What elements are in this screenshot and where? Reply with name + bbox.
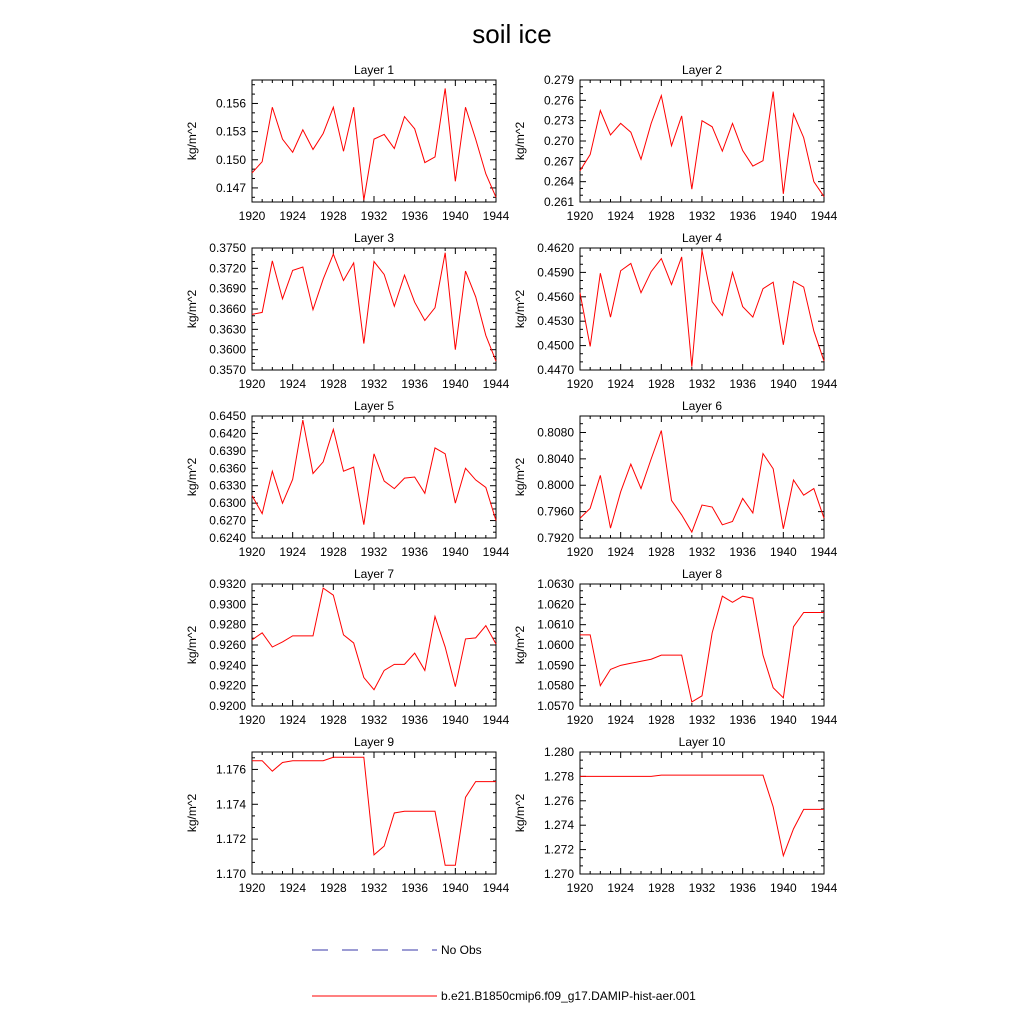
x-tick-label: 1936 xyxy=(401,377,429,391)
x-tick-label: 1924 xyxy=(607,209,635,223)
y-tick-label: 0.7920 xyxy=(537,531,574,545)
x-tick-label: 1936 xyxy=(729,377,757,391)
y-tick-label: 0.3600 xyxy=(209,342,246,357)
y-tick-label: 1.0630 xyxy=(537,577,574,591)
x-tick-label: 1944 xyxy=(810,545,838,559)
y-tick-label: 0.3570 xyxy=(209,363,246,377)
panel-layer-7 xyxy=(185,567,510,727)
x-tick-label: 1944 xyxy=(810,881,838,895)
x-tick-label: 1920 xyxy=(566,713,594,727)
x-tick-label: 1928 xyxy=(319,209,347,223)
y-tick-label: 0.9200 xyxy=(209,699,246,713)
x-tick-label: 1944 xyxy=(482,713,510,727)
x-tick-label: 1936 xyxy=(729,881,757,895)
series-line xyxy=(252,420,496,525)
y-tick-label: 0.9240 xyxy=(209,658,246,673)
series-line xyxy=(252,757,496,865)
y-tick-label: 0.6240 xyxy=(209,531,246,545)
y-axis-label: kg/m^2 xyxy=(185,793,199,833)
x-tick-label: 1944 xyxy=(482,209,510,223)
x-tick-label: 1928 xyxy=(647,209,675,223)
x-tick-label: 1924 xyxy=(607,377,635,391)
panel-title: Layer 9 xyxy=(353,735,395,749)
y-tick-label: 1.0610 xyxy=(537,617,574,632)
y-tick-label: 1.172 xyxy=(215,832,246,847)
x-tick-label: 1936 xyxy=(401,881,429,895)
y-tick-label: 0.6300 xyxy=(209,496,246,511)
y-tick-label: 0.147 xyxy=(215,180,246,195)
x-tick-label: 1932 xyxy=(360,377,388,391)
x-tick-label: 1940 xyxy=(769,377,797,391)
series-line xyxy=(580,92,824,197)
x-tick-label: 1944 xyxy=(810,209,838,223)
y-tick-label: 0.8080 xyxy=(537,425,574,440)
panel-title: Layer 3 xyxy=(353,231,395,245)
x-tick-label: 1928 xyxy=(647,377,675,391)
y-tick-label: 0.3690 xyxy=(209,281,246,296)
figure-title: soil ice xyxy=(472,19,552,49)
y-axis-label: kg/m^2 xyxy=(513,793,527,833)
x-tick-label: 1924 xyxy=(279,713,307,727)
panel-layer-5 xyxy=(185,399,510,559)
series-line xyxy=(580,250,824,366)
x-tick-label: 1920 xyxy=(238,881,266,895)
y-tick-label: 0.279 xyxy=(543,73,574,87)
panel-title: Layer 6 xyxy=(681,399,723,413)
panel-layer-4 xyxy=(513,231,838,391)
y-tick-label: 0.261 xyxy=(543,195,574,209)
y-tick-label: 0.9260 xyxy=(209,638,246,652)
x-tick-label: 1932 xyxy=(360,881,388,895)
x-tick-label: 1940 xyxy=(441,713,469,727)
panel-title: Layer 2 xyxy=(681,63,723,77)
y-tick-label: 1.176 xyxy=(215,762,246,777)
panel-title: Layer 4 xyxy=(681,231,723,245)
y-tick-label: 0.9280 xyxy=(209,617,246,632)
y-tick-label: 1.170 xyxy=(215,867,246,881)
x-tick-label: 1924 xyxy=(607,545,635,559)
x-tick-label: 1920 xyxy=(566,209,594,223)
panel-title: Layer 10 xyxy=(678,735,726,749)
y-axis-label: kg/m^2 xyxy=(185,121,199,161)
plot-frame xyxy=(580,584,824,706)
y-tick-label: 0.270 xyxy=(543,134,574,148)
y-tick-label: 0.3630 xyxy=(209,322,246,337)
legend-label-model: b.e21.B1850cmip6.f09_g17.DAMIP-hist-aer.001 xyxy=(441,989,696,1003)
plot-frame xyxy=(580,752,824,874)
y-axis-label: kg/m^2 xyxy=(513,289,527,329)
y-tick-label: 0.8040 xyxy=(537,451,574,466)
y-tick-label: 0.156 xyxy=(215,96,246,111)
y-tick-label: 0.264 xyxy=(543,174,574,189)
x-tick-label: 1940 xyxy=(769,545,797,559)
series-line xyxy=(252,88,496,200)
panel-title: Layer 1 xyxy=(353,63,395,77)
y-tick-label: 0.6330 xyxy=(209,478,246,493)
x-tick-label: 1932 xyxy=(688,209,716,223)
x-tick-label: 1940 xyxy=(769,881,797,895)
x-tick-label: 1944 xyxy=(810,713,838,727)
x-tick-label: 1920 xyxy=(566,377,594,391)
y-axis-label: kg/m^2 xyxy=(185,625,199,665)
x-tick-label: 1924 xyxy=(279,545,307,559)
x-tick-label: 1932 xyxy=(688,713,716,727)
x-tick-label: 1936 xyxy=(729,545,757,559)
x-tick-label: 1944 xyxy=(482,881,510,895)
y-tick-label: 0.9320 xyxy=(209,577,246,591)
panel-title: Layer 7 xyxy=(353,567,395,581)
x-tick-label: 1928 xyxy=(647,713,675,727)
x-tick-label: 1920 xyxy=(238,209,266,223)
x-tick-label: 1932 xyxy=(360,209,388,223)
y-tick-label: 1.270 xyxy=(543,867,574,881)
y-tick-label: 1.278 xyxy=(543,769,574,784)
y-tick-label: 0.6390 xyxy=(209,443,246,458)
y-tick-label: 1.272 xyxy=(543,842,574,857)
x-tick-label: 1936 xyxy=(401,209,429,223)
x-tick-label: 1936 xyxy=(729,209,757,223)
y-tick-label: 0.4620 xyxy=(537,241,574,255)
x-tick-label: 1944 xyxy=(482,377,510,391)
x-tick-label: 1936 xyxy=(401,545,429,559)
panel-layer-3 xyxy=(185,231,510,391)
x-tick-label: 1940 xyxy=(441,377,469,391)
x-tick-label: 1920 xyxy=(238,713,266,727)
series-line xyxy=(252,588,496,690)
x-tick-label: 1924 xyxy=(607,881,635,895)
x-tick-label: 1920 xyxy=(238,545,266,559)
y-tick-label: 0.4500 xyxy=(537,338,574,353)
y-axis-label: kg/m^2 xyxy=(185,289,199,329)
y-tick-label: 0.3660 xyxy=(209,302,246,316)
y-axis-label: kg/m^2 xyxy=(513,457,527,497)
x-tick-label: 1944 xyxy=(482,545,510,559)
y-tick-label: 1.0580 xyxy=(537,678,574,693)
y-tick-label: 0.4470 xyxy=(537,363,574,377)
panel-layer-10 xyxy=(513,735,838,895)
y-axis-label: kg/m^2 xyxy=(513,121,527,161)
legend xyxy=(312,943,696,1003)
plot-frame xyxy=(580,248,824,370)
panel-layer-9 xyxy=(185,735,510,895)
series-line xyxy=(580,431,824,533)
y-tick-label: 0.4530 xyxy=(537,314,574,329)
y-tick-label: 0.4590 xyxy=(537,265,574,280)
x-tick-label: 1932 xyxy=(360,713,388,727)
x-tick-label: 1940 xyxy=(769,209,797,223)
y-tick-label: 0.6270 xyxy=(209,513,246,528)
x-tick-label: 1928 xyxy=(319,881,347,895)
x-tick-label: 1932 xyxy=(688,881,716,895)
x-tick-label: 1932 xyxy=(688,377,716,391)
y-tick-label: 0.3720 xyxy=(209,261,246,276)
x-tick-label: 1924 xyxy=(607,713,635,727)
plot-frame xyxy=(580,416,824,538)
plot-frame xyxy=(580,80,824,202)
x-tick-label: 1924 xyxy=(279,209,307,223)
y-axis-label: kg/m^2 xyxy=(513,625,527,665)
x-tick-label: 1936 xyxy=(729,713,757,727)
x-tick-label: 1920 xyxy=(566,545,594,559)
plot-frame xyxy=(252,584,496,706)
series-line xyxy=(252,253,496,361)
y-tick-label: 0.6420 xyxy=(209,426,246,441)
y-tick-label: 1.274 xyxy=(543,818,574,833)
x-tick-label: 1924 xyxy=(279,881,307,895)
y-tick-label: 1.174 xyxy=(215,797,246,812)
y-tick-label: 1.0590 xyxy=(537,658,574,673)
y-tick-label: 0.9220 xyxy=(209,678,246,693)
x-tick-label: 1928 xyxy=(647,881,675,895)
y-tick-label: 0.150 xyxy=(215,152,246,167)
x-tick-label: 1928 xyxy=(319,545,347,559)
y-tick-label: 0.4560 xyxy=(537,289,574,304)
x-tick-label: 1924 xyxy=(279,377,307,391)
series-line xyxy=(580,596,824,702)
y-tick-label: 0.6360 xyxy=(209,461,246,476)
panel-layer-1 xyxy=(185,63,510,223)
x-tick-label: 1940 xyxy=(441,209,469,223)
y-tick-label: 0.7960 xyxy=(537,504,574,519)
y-tick-label: 0.267 xyxy=(543,154,574,169)
y-tick-label: 1.280 xyxy=(543,745,574,759)
plot-frame xyxy=(252,752,496,874)
panel-title: Layer 5 xyxy=(353,399,395,413)
x-tick-label: 1940 xyxy=(441,545,469,559)
plot-frame xyxy=(252,248,496,370)
x-tick-label: 1928 xyxy=(319,713,347,727)
legend-label-no-obs: No Obs xyxy=(441,943,482,957)
y-tick-label: 0.153 xyxy=(215,124,246,139)
y-tick-label: 0.273 xyxy=(543,113,574,128)
panel-layer-6 xyxy=(513,399,838,559)
x-tick-label: 1932 xyxy=(688,545,716,559)
x-tick-label: 1940 xyxy=(769,713,797,727)
y-tick-label: 1.276 xyxy=(543,793,574,808)
panel-layer-2 xyxy=(513,63,838,223)
plot-frame xyxy=(252,416,496,538)
x-tick-label: 1920 xyxy=(566,881,594,895)
x-tick-label: 1928 xyxy=(319,377,347,391)
series-line xyxy=(580,775,824,856)
x-tick-label: 1936 xyxy=(401,713,429,727)
x-tick-label: 1928 xyxy=(647,545,675,559)
panels xyxy=(185,63,838,895)
y-tick-label: 0.3750 xyxy=(209,241,246,255)
x-tick-label: 1920 xyxy=(238,377,266,391)
y-tick-label: 1.0620 xyxy=(537,597,574,612)
y-tick-label: 0.6450 xyxy=(209,409,246,423)
x-tick-label: 1944 xyxy=(810,377,838,391)
y-axis-label: kg/m^2 xyxy=(185,457,199,497)
x-tick-label: 1940 xyxy=(441,881,469,895)
panel-layer-8 xyxy=(513,567,838,727)
panel-title: Layer 8 xyxy=(681,567,723,581)
x-tick-label: 1932 xyxy=(360,545,388,559)
y-tick-label: 0.9300 xyxy=(209,597,246,612)
y-tick-label: 1.0570 xyxy=(537,699,574,713)
y-tick-label: 0.8000 xyxy=(537,478,574,493)
y-tick-label: 1.0600 xyxy=(537,638,574,652)
y-tick-label: 0.276 xyxy=(543,93,574,108)
